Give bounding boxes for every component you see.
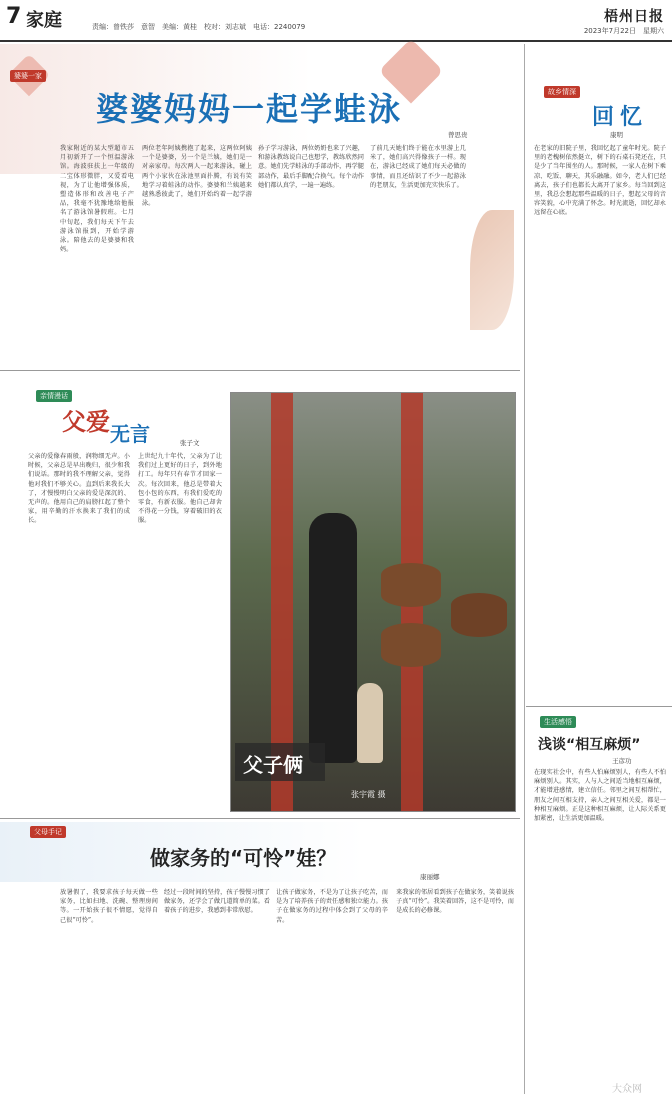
right-column-border xyxy=(524,44,525,1094)
article-1-title: 婆婆妈妈一起学蛙泳 xyxy=(96,90,403,128)
article-2-col-1: 父亲的爱像春雨般，润物细无声。小时候，父亲总是早出晚归，很少和我们说话。那时的我不理解父亲，觉得他对我们不够关心。直到后来我长大了，才慢慢明白父亲的爱是深沉的、无声的。他用自己的肩膀扛起了整个家，用辛勤的汗水换来了我们的成长。 xyxy=(28,453,130,525)
photo-drum xyxy=(451,593,507,637)
paper-logo: 梧州日报 xyxy=(604,9,664,25)
article-2-col-2: 上世纪九十年代，父亲为了让我们过上更好的日子，到外地打工。每年只有春节才回家一次。每次回来，他总是带着大包小包的东西，有我们爱吃的零食，有新衣服。他自己却舍不得花一分钱，穿着破旧的衣服。 xyxy=(138,453,222,525)
page-header xyxy=(0,0,672,42)
photo-child xyxy=(357,683,383,763)
article-1-col-3: 孙子学习游泳，两位奶奶也来了兴趣，和游泳教练说自己也想学，教练欣然同意。她们先学蛙泳的手部动作，再学腿部动作，最后手脚配合换气。每个动作她们都认真学，一遍一遍练。 xyxy=(258,145,364,189)
divider xyxy=(526,706,672,707)
section-title: 家庭 xyxy=(26,10,62,31)
article-4-body: 在现实社会中，有些人怕麻烦别人，有些人不怕麻烦别人。其实，人与人之间适当地相互麻烦，才能增进感情，建立信任。邻里之间互相帮忙，朋友之间互相支持，亲人之间互相关爱，都是一种相互麻烦。正是这种相互麻烦，让人际关系更加紧密，让生活更加温暖。 xyxy=(534,769,666,823)
article-1-col-1: 我家附近的某大型超市五月初新开了一个恒温游泳馆。海波驻扶上一年级的二宝体形微胖，又爱看电视，为了让他增强体质，塑造体形和改善电子产品，我毫不犹豫地给他报名了游泳馆暑假班。七月中旬起，我们每天下午去游泳馆报到，开始学游泳。陪他去的是婆婆和我妈。 xyxy=(60,145,134,254)
article-2-tag: 亲情漫话 xyxy=(36,390,72,402)
article-2-title-sub: 无言 xyxy=(110,422,150,446)
page-number: 7 xyxy=(6,4,22,29)
article-3-title: 回忆 xyxy=(592,105,649,130)
article-5-byline: 康丽娜 xyxy=(420,873,440,881)
photo-caption-label: 父子俩 xyxy=(243,753,303,777)
article-1-col-4: 了前几天她们终于能在水里游上几米了，她们高兴得像孩子一样。现在，游泳已经成了她们每天必做的事情，而且还结识了不少一起游泳的老朋友，生活更加充实快乐了。 xyxy=(370,145,466,189)
divider xyxy=(0,818,520,819)
article-1-byline: 曾思贵 xyxy=(448,131,468,139)
divider xyxy=(0,370,520,371)
article-3-byline: 康明 xyxy=(610,131,623,139)
photo-drum xyxy=(381,563,441,607)
article-5-col-4: 来我家的邻居看到孩子在做家务，笑着说孩子真“可怜”。我笑着回答，这不是可怜，而是成长的必修课。 xyxy=(396,889,514,915)
article-4-tag: 生活感悟 xyxy=(540,716,576,728)
article-3-body: 在老家的旧院子里，我回忆起了童年时光。院子里的老槐树依然挺立，树下的石桌石凳还在，只是少了当年围坐的人。那时候，一家人在树下乘凉、吃饭、聊天，其乐融融。如今，老人们已经离去，孩子们也都长大离开了家乡。每当回到这里，我总会想起那些温暖的日子，想起父母的音容笑貌，心中充满了怀念。时光流逝，回忆却永远留在心底。 xyxy=(534,145,666,217)
watermark: 大众网 xyxy=(612,1084,642,1095)
article-5-col-2: 经过一段时间的坚持，孩子慢慢习惯了做家务，还学会了做几道简单的菜。看着孩子的进步，我感到非常欣慰。 xyxy=(164,889,270,915)
leaf-decor-icon xyxy=(470,210,514,330)
article-2-byline: 张子文 xyxy=(180,439,200,447)
issue-date: 2023年7月22日 星期六 xyxy=(583,27,664,35)
photo-drum xyxy=(381,623,441,667)
article-5-tag: 父母手记 xyxy=(30,826,66,838)
photo-father-son xyxy=(230,392,516,812)
article-1-col-2: 两位老年阿姨携抱了起来，这两位阿姨一个是婆婆，另一个是兰姨，她们是一对亲家母。每次两人一起来游泳，碰上两个小家伙在泳池里面扑腾，有说有笑地学习着蛙泳的动作。婆婆和兰姨越来越熟悉彼此了，她们开始约着一起学游泳。 xyxy=(142,145,252,208)
article-5-title: 做家务的“可怜”娃？ xyxy=(150,846,337,870)
editor-meta: 责编：曾铁莎 意智 美编：黄桂 校对：刘志斌 电话：2240079 xyxy=(92,23,306,31)
article-1-tag: 婆婆一家 xyxy=(10,70,46,82)
photo-father xyxy=(309,513,357,763)
article-5-col-3: 让孩子做家务，不是为了让孩子吃苦，而是为了培养孩子的责任感和独立能力。孩子在做家务的过程中体会到了父母的辛苦。 xyxy=(276,889,388,924)
article-3-tag: 故乡情深 xyxy=(544,86,580,98)
photo-credit: 张宇霞 摄 xyxy=(351,790,386,799)
article-5-col-1: 放暑假了，我要求孩子每天做一些家务，比如扫地、洗碗、整理房间等。一开始孩子很不情愿，觉得自己很“可怜”。 xyxy=(60,889,158,924)
article-4-title: 浅谈“相互麻烦” xyxy=(538,737,641,753)
article-2-title-main: 父爱 xyxy=(62,408,110,436)
article-4-byline: 王彦功 xyxy=(612,757,632,765)
